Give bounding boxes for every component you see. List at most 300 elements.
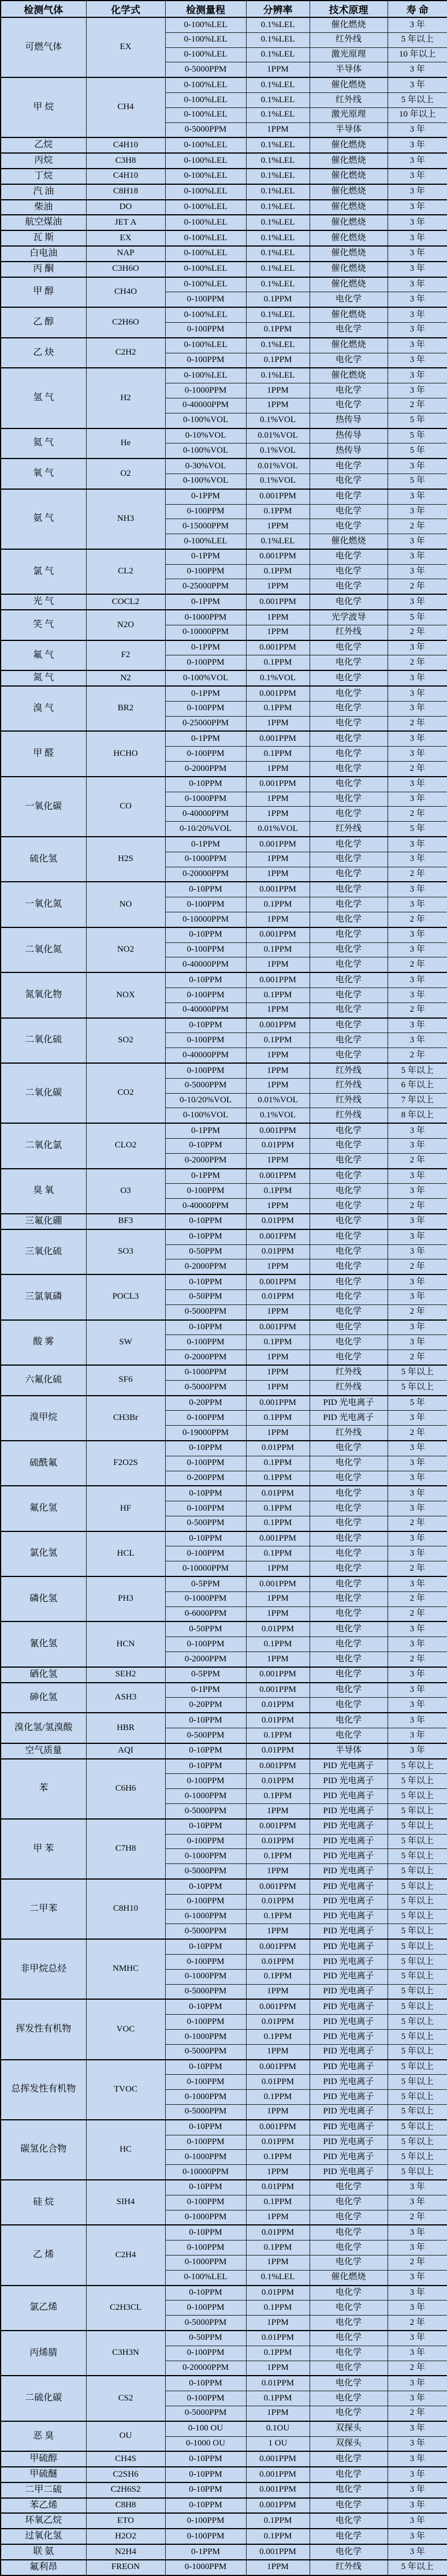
resolution-cell: 0.1%LEL: [246, 230, 310, 246]
lifespan-cell: 3 年: [388, 1621, 447, 1636]
gas-name-cell: 氯乙烯: [1, 2286, 86, 2331]
range-cell: 0-20000PPM: [165, 867, 246, 882]
range-cell: 0-10000PPM: [165, 1561, 246, 1576]
table-row: [1, 882, 447, 897]
table-row: [1, 2180, 447, 2195]
range-cell: 0-50PPM: [165, 1621, 246, 1636]
table-row: [1, 2421, 447, 2436]
lifespan-cell: 5 年以上: [388, 32, 447, 47]
principle-cell: 半导体: [310, 1743, 388, 1759]
principle-cell: 电化学: [310, 1561, 388, 1576]
range-cell: 0-100%LEL: [165, 262, 246, 277]
resolution-cell: 0.01PPM: [246, 1713, 310, 1728]
range-cell: 0-100PPM: [165, 1335, 246, 1350]
column-header-4: 技术原理: [310, 1, 388, 17]
principle-cell: 电化学: [310, 1698, 388, 1713]
lifespan-cell: 5 年以上: [388, 1759, 447, 1774]
lifespan-cell: 2 年: [388, 2316, 447, 2331]
resolution-cell: 0.001PPM: [246, 686, 310, 701]
lifespan-cell: 3 年: [388, 262, 447, 277]
lifespan-cell: 3 年: [388, 1289, 447, 1304]
lifespan-cell: 5 年以上: [388, 2015, 447, 2030]
resolution-cell: 0.001PPM: [246, 1229, 310, 1244]
resolution-cell: 0.1PPM: [246, 701, 310, 716]
lifespan-cell: 3 年: [388, 1018, 447, 1033]
table-row: [1, 1667, 447, 1683]
range-cell: 0-100%LEL: [165, 17, 246, 32]
resolution-cell: 0.1PPM: [246, 1849, 310, 1864]
range-cell: 0-10PPM: [165, 2451, 246, 2467]
lifespan-cell: 3 年: [388, 1335, 447, 1350]
range-cell: 0-40000PPM: [165, 1048, 246, 1063]
formula-cell: NOX: [86, 972, 165, 1017]
formula-cell: C2H3CL: [86, 2286, 165, 2331]
lifespan-cell: 5 年以上: [388, 2044, 447, 2059]
range-cell: 0-5000PPM: [165, 2044, 246, 2059]
resolution-cell: 0.1%LEL: [246, 17, 310, 32]
range-cell: 0-2000PPM: [165, 762, 246, 777]
range-cell: 0-100PPM: [165, 504, 246, 519]
resolution-cell: 1PPM: [246, 1078, 310, 1093]
gas-name-cell: 硫化氢: [1, 837, 86, 882]
range-cell: 0-10PPM: [165, 1531, 246, 1546]
resolution-cell: 0.001PPM: [246, 2060, 310, 2075]
principle-cell: 电化学: [310, 1606, 388, 1621]
resolution-cell: 0.1OU: [246, 2421, 310, 2436]
formula-cell: C2H2: [86, 338, 165, 368]
resolution-cell: 0.1PPM: [246, 1033, 310, 1048]
principle-cell: 红外线: [310, 1365, 388, 1380]
gas-name-cell: 氰化氢: [1, 1621, 86, 1667]
resolution-cell: 1PPM: [246, 1365, 310, 1380]
lifespan-cell: 5 年以上: [388, 2029, 447, 2044]
formula-cell: N2O: [86, 610, 165, 640]
resolution-cell: 0.1PPM: [246, 988, 310, 1003]
table-row: [1, 2120, 447, 2135]
range-cell: 0-1PPM: [165, 640, 246, 655]
lifespan-cell: 5 年以上: [388, 2090, 447, 2105]
range-cell: 0-10PPM: [165, 882, 246, 897]
range-cell: 0-1000PPM: [165, 1909, 246, 1924]
range-cell: 0-10PPM: [165, 1229, 246, 1244]
range-cell: 0-10PPM: [165, 1274, 246, 1289]
gas-name-cell: 丙烯腈: [1, 2331, 86, 2376]
resolution-cell: 0.1%LEL: [246, 169, 310, 184]
gas-name-cell: 三氟化硼: [1, 1214, 86, 1229]
gas-name-cell: 苯: [1, 1759, 86, 1819]
resolution-cell: 0.001PPM: [246, 2498, 310, 2514]
lifespan-cell: 3 年: [388, 534, 447, 549]
lifespan-cell: 3 年: [388, 972, 447, 987]
range-cell: 0-19000PPM: [165, 1426, 246, 1441]
gas-name-cell: 挥发性有机物: [1, 1999, 86, 2059]
gas-name-cell: 氟化氢: [1, 1486, 86, 1531]
resolution-cell: 0.01PPM: [246, 2180, 310, 2195]
gas-name-cell: 二甲苯: [1, 1879, 86, 1939]
lifespan-cell: 2 年: [388, 1561, 447, 1576]
principle-cell: 电化学: [310, 1667, 388, 1683]
formula-cell: NH3: [86, 489, 165, 549]
gas-name-cell: 航空煤油: [1, 215, 86, 230]
principle-cell: 电化学: [310, 594, 388, 610]
resolution-cell: 1PPM: [246, 1350, 310, 1365]
formula-cell: C8H18: [86, 184, 165, 200]
table-row: [1, 277, 447, 292]
resolution-cell: 0.1PPM: [246, 292, 310, 307]
formula-cell: CH4: [86, 77, 165, 137]
range-cell: 0-10PPM: [165, 927, 246, 942]
principle-cell: PID 光电离子: [310, 1411, 388, 1426]
formula-cell: H2O2: [86, 2529, 165, 2544]
range-cell: 0-10000PPM: [165, 2165, 246, 2180]
principle-cell: 催化燃烧: [310, 17, 388, 32]
range-cell: 0-1000PPM: [165, 2029, 246, 2044]
principle-cell: 电化学: [310, 957, 388, 972]
range-cell: 0-100PPM: [165, 2301, 246, 2316]
lifespan-cell: 3 年: [388, 322, 447, 337]
lifespan-cell: 3 年: [388, 2391, 447, 2406]
table-row: [1, 1743, 447, 1759]
principle-cell: 光学波导: [310, 610, 388, 625]
formula-cell: CLO2: [86, 1123, 165, 1168]
resolution-cell: 0.1PPM: [246, 1456, 310, 1471]
lifespan-cell: 3 年: [388, 1546, 447, 1561]
principle-cell: 红外线: [310, 1063, 388, 1078]
lifespan-cell: 3 年: [388, 1667, 447, 1683]
principle-cell: 热传导: [310, 413, 388, 428]
table-row: [1, 1621, 447, 1636]
lifespan-cell: 3 年: [388, 1471, 447, 1486]
resolution-cell: 0.01PPM: [246, 1214, 310, 1229]
resolution-cell: 1PPM: [246, 2165, 310, 2180]
table-row: [1, 1759, 447, 1774]
formula-cell: C7H8: [86, 1819, 165, 1879]
resolution-cell: 0.01PPM: [246, 2286, 310, 2301]
lifespan-cell: 3 年: [388, 169, 447, 184]
lifespan-cell: 2 年: [388, 2210, 447, 2225]
range-cell: 0-2000PPM: [165, 1652, 246, 1667]
principle-cell: PID 光电离子: [310, 1864, 388, 1879]
resolution-cell: 1PPM: [246, 807, 310, 822]
gas-name-cell: 光 气: [1, 594, 86, 610]
resolution-cell: 0.01%VOL: [246, 822, 310, 837]
resolution-cell: 0.001PPM: [246, 1939, 310, 1954]
principle-cell: 电化学: [310, 1637, 388, 1652]
lifespan-cell: 2 年: [388, 1516, 447, 1531]
column-header-2: 检测量程: [165, 1, 246, 17]
principle-cell: 电化学: [310, 837, 388, 852]
principle-cell: 电化学: [310, 2467, 388, 2482]
principle-cell: 电化学: [310, 912, 388, 927]
resolution-cell: 1PPM: [246, 625, 310, 640]
range-cell: 0-1PPM: [165, 1683, 246, 1698]
gas-name-cell: 臭 氧: [1, 1169, 86, 1214]
range-cell: 0-40000PPM: [165, 807, 246, 822]
range-cell: 0-100%VOL: [165, 474, 246, 489]
table-row: [1, 458, 447, 474]
principle-cell: 电化学: [310, 2346, 388, 2361]
range-cell: 0-100PPM: [165, 2513, 246, 2529]
range-cell: 0-100PPM: [165, 1411, 246, 1426]
principle-cell: 电化学: [310, 1002, 388, 1017]
resolution-cell: 0.1PPM: [246, 322, 310, 337]
lifespan-cell: 2 年: [388, 1591, 447, 1606]
range-cell: 0-100%LEL: [165, 137, 246, 153]
range-cell: 0-500PPM: [165, 1516, 246, 1531]
principle-cell: PID 光电离子: [310, 2104, 388, 2119]
range-cell: 0-100PPM: [165, 897, 246, 912]
formula-cell: C2H4: [86, 2225, 165, 2285]
table-row: [1, 1819, 447, 1834]
table-row: [1, 246, 447, 262]
lifespan-cell: 3 年: [388, 882, 447, 897]
formula-cell: VOC: [86, 1999, 165, 2059]
principle-cell: PID 光电离子: [310, 1999, 388, 2014]
principle-cell: 电化学: [310, 655, 388, 670]
table-row: [1, 307, 447, 322]
range-cell: 0-10PPM: [165, 2120, 246, 2135]
lifespan-cell: 6 年以上: [388, 1078, 447, 1093]
resolution-cell: 1PPM: [246, 1002, 310, 1017]
range-cell: 0-100%LEL: [165, 246, 246, 262]
range-cell: 0-1000PPM: [165, 852, 246, 867]
resolution-cell: 1PPM: [246, 1380, 310, 1395]
formula-cell: JET A: [86, 215, 165, 230]
lifespan-cell: 3 年: [388, 1441, 447, 1456]
lifespan-cell: 2 年: [388, 398, 447, 413]
resolution-cell: 0.01%VOL: [246, 428, 310, 443]
lifespan-cell: 3 年: [388, 292, 447, 307]
table-row: [1, 215, 447, 230]
formula-cell: SEH2: [86, 1667, 165, 1683]
range-cell: 0-5PPM: [165, 1667, 246, 1683]
resolution-cell: 0.1%VOL: [246, 413, 310, 428]
gas-name-cell: 溴化氢/氢溴酸: [1, 1713, 86, 1743]
lifespan-cell: 3 年: [388, 686, 447, 701]
resolution-cell: 1PPM: [246, 957, 310, 972]
principle-cell: PID 光电离子: [310, 1759, 388, 1774]
principle-cell: 电化学: [310, 579, 388, 594]
principle-cell: 红外线: [310, 1093, 388, 1108]
principle-cell: 电化学: [310, 1289, 388, 1304]
gas-name-cell: 三氧化硫: [1, 1229, 86, 1274]
resolution-cell: 1PPM: [246, 867, 310, 882]
range-cell: 0-100PPM: [165, 701, 246, 716]
lifespan-cell: 3 年: [388, 2195, 447, 2210]
table-row: [1, 230, 447, 246]
principle-cell: 电化学: [310, 2513, 388, 2529]
range-cell: 0-2000PPM: [165, 1350, 246, 1365]
resolution-cell: 1PPM: [246, 1984, 310, 1999]
lifespan-cell: 3 年: [388, 1138, 447, 1153]
principle-cell: 电化学: [310, 1259, 388, 1274]
formula-cell: NO2: [86, 927, 165, 972]
table-row: [1, 1063, 447, 1078]
resolution-cell: 1PPM: [246, 1561, 310, 1576]
lifespan-cell: 2 年: [388, 957, 447, 972]
principle-cell: 电化学: [310, 1244, 388, 1259]
range-cell: 0-100PPM: [165, 1063, 246, 1078]
formula-cell: C6H6: [86, 1759, 165, 1819]
range-cell: 0-50PPM: [165, 1289, 246, 1304]
lifespan-cell: 3 年: [388, 368, 447, 383]
principle-cell: 红外线: [310, 625, 388, 640]
principle-cell: 电化学: [310, 2482, 388, 2498]
resolution-cell: 0.001PPM: [246, 2544, 310, 2560]
lifespan-cell: 3 年: [388, 353, 447, 368]
range-cell: 0-5000PPM: [165, 1804, 246, 1819]
table-row: [1, 1531, 447, 1546]
range-cell: 0-50PPM: [165, 1244, 246, 1259]
table-row: [1, 169, 447, 184]
range-cell: 0-1000PPM: [165, 1849, 246, 1864]
table-row: [1, 731, 447, 746]
range-cell: 0-100PPM: [165, 1033, 246, 1048]
range-cell: 0-25000PPM: [165, 716, 246, 731]
resolution-cell: 1PPM: [246, 1063, 310, 1078]
range-cell: 0-100PPM: [165, 1894, 246, 1909]
lifespan-cell: 2 年: [388, 716, 447, 731]
range-cell: 0-10PPM: [165, 1441, 246, 1456]
range-cell: 0-100PPM: [165, 2346, 246, 2361]
range-cell: 0-100PPM: [165, 988, 246, 1003]
range-cell: 0-10PPM: [165, 2467, 246, 2482]
principle-cell: 电化学: [310, 564, 388, 579]
principle-cell: 电化学: [310, 1516, 388, 1531]
range-cell: 0-10PPM: [165, 972, 246, 987]
range-cell: 0-100PPM: [165, 564, 246, 579]
range-cell: 0-100PPM: [165, 2195, 246, 2210]
principle-cell: 热传导: [310, 428, 388, 443]
table-row: [1, 1999, 447, 2014]
range-cell: 0-100%LEL: [165, 153, 246, 169]
lifespan-cell: 5 年以上: [388, 1063, 447, 1078]
principle-cell: 电化学: [310, 1350, 388, 1365]
lifespan-cell: 3 年: [388, 2421, 447, 2436]
principle-cell: 催化燃烧: [310, 169, 388, 184]
range-cell: 0-100%LEL: [165, 32, 246, 47]
principle-cell: 电化学: [310, 504, 388, 519]
lifespan-cell: 3 年: [388, 2331, 447, 2346]
resolution-cell: 0.001PPM: [246, 549, 310, 564]
principle-cell: 电化学: [310, 762, 388, 777]
gas-name-cell: 总挥发性有机物: [1, 2060, 86, 2120]
formula-cell: ASH3: [86, 1683, 165, 1713]
gas-name-cell: 氯化氢: [1, 1531, 86, 1576]
principle-cell: PID 光电离子: [310, 1894, 388, 1909]
formula-cell: PH3: [86, 1576, 165, 1621]
resolution-cell: 0.001PPM: [246, 2120, 310, 2135]
resolution-cell: 1PPM: [246, 1153, 310, 1168]
resolution-cell: 0.1%LEL: [246, 184, 310, 200]
formula-cell: F2O2S: [86, 1441, 165, 1486]
principle-cell: 催化燃烧: [310, 200, 388, 215]
principle-cell: PID 光电离子: [310, 2150, 388, 2165]
gas-name-cell: 氦 气: [1, 428, 86, 459]
range-cell: 0-100%VOL: [165, 413, 246, 428]
resolution-cell: 0.1PPM: [246, 1728, 310, 1743]
resolution-cell: 1 OU: [246, 2436, 310, 2451]
principle-cell: 电化学: [310, 1018, 388, 1033]
range-cell: 0-100%LEL: [165, 77, 246, 92]
formula-cell: C4H10: [86, 169, 165, 184]
range-cell: 0-1000PPM: [165, 2560, 246, 2575]
table-row: [1, 17, 447, 32]
principle-cell: 电化学: [310, 731, 388, 746]
range-cell: 0-100%LEL: [165, 92, 246, 107]
resolution-cell: 0.1%LEL: [246, 47, 310, 62]
lifespan-cell: 7 年以上: [388, 1093, 447, 1108]
lifespan-cell: 5 年: [388, 443, 447, 458]
gas-name-cell: 六氟化硫: [1, 1365, 86, 1396]
principle-cell: 催化燃烧: [310, 307, 388, 322]
lifespan-cell: 2 年: [388, 1426, 447, 1441]
principle-cell: PID 光电离子: [310, 1924, 388, 1939]
range-cell: 0-5000PPM: [165, 1984, 246, 1999]
resolution-cell: 1PPM: [246, 398, 310, 413]
gas-name-cell: 二氧化硫: [1, 1018, 86, 1063]
gas-name-cell: 笑 气: [1, 610, 86, 640]
range-cell: 0-10PPM: [165, 2376, 246, 2391]
range-cell: 0-100PPM: [165, 2015, 246, 2030]
principle-cell: PID 光电离子: [310, 1969, 388, 1984]
resolution-cell: 0.1%LEL: [246, 137, 310, 153]
gas-name-cell: 硒化氢: [1, 1667, 86, 1683]
lifespan-cell: 3 年: [388, 200, 447, 215]
principle-cell: 电化学: [310, 1033, 388, 1048]
range-cell: 0-100PPM: [165, 1546, 246, 1561]
lifespan-cell: 5 年以上: [388, 1774, 447, 1789]
lifespan-cell: 3 年: [388, 594, 447, 610]
lifespan-cell: 5 年以上: [388, 1999, 447, 2014]
lifespan-cell: 3 年: [388, 777, 447, 792]
principle-cell: 电化学: [310, 2210, 388, 2225]
principle-cell: PID 光电离子: [310, 1939, 388, 1954]
lifespan-cell: 3 年: [388, 184, 447, 200]
lifespan-cell: 3 年: [388, 747, 447, 762]
range-cell: 0-1PPM: [165, 489, 246, 504]
resolution-cell: 1PPM: [246, 1804, 310, 1819]
range-cell: 0-100%VOL: [165, 1108, 246, 1123]
table-row: [1, 972, 447, 987]
principle-cell: 电化学: [310, 747, 388, 762]
gas-name-cell: 苯乙烯: [1, 2498, 86, 2514]
table-row: [1, 1123, 447, 1138]
principle-cell: 催化燃烧: [310, 153, 388, 169]
resolution-cell: 0.1PPM: [246, 504, 310, 519]
lifespan-cell: 5 年以上: [388, 1365, 447, 1380]
range-cell: 0-100%LEL: [165, 307, 246, 322]
resolution-cell: 0.1%VOL: [246, 443, 310, 458]
principle-cell: 红外线: [310, 1380, 388, 1395]
principle-cell: 电化学: [310, 2225, 388, 2240]
lifespan-cell: 2 年: [388, 1304, 447, 1319]
resolution-cell: 0.1%LEL: [246, 368, 310, 383]
resolution-cell: 0.1PPM: [246, 2150, 310, 2165]
range-cell: 0-10000PPM: [165, 625, 246, 640]
resolution-cell: 0.01%VOL: [246, 458, 310, 474]
range-cell: 0-5000PPM: [165, 1924, 246, 1939]
resolution-cell: 0.1%LEL: [246, 307, 310, 322]
principle-cell: 电化学: [310, 1546, 388, 1561]
lifespan-cell: 5 年以上: [388, 2560, 447, 2575]
principle-cell: 电化学: [310, 882, 388, 897]
resolution-cell: 0.001PPM: [246, 1879, 310, 1894]
gas-name-cell: 三氯氧磷: [1, 1274, 86, 1319]
lifespan-cell: 3 年: [388, 1486, 447, 1501]
lifespan-cell: 2 年: [388, 807, 447, 822]
range-cell: 0-100%LEL: [165, 2270, 246, 2285]
